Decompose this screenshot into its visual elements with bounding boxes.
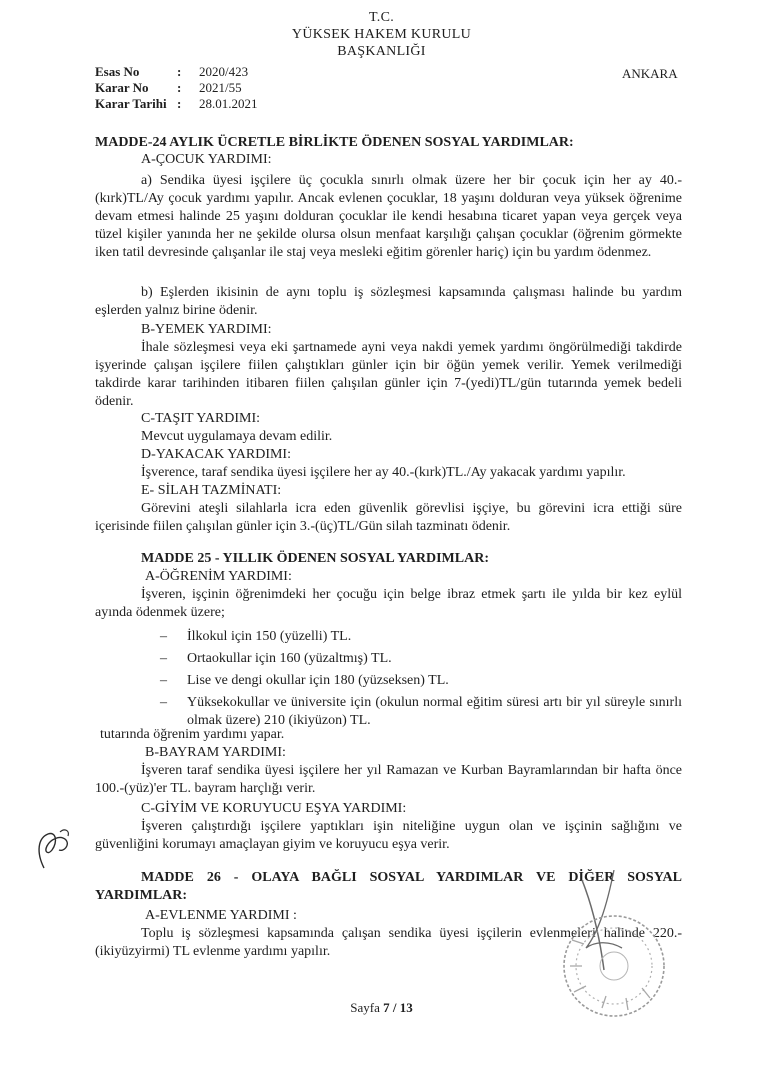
list-item: – Ortaokullar için 160 (yüzaltmış) TL. — [160, 650, 682, 668]
case-meta — [95, 64, 258, 112]
article-24-a-paragraph-2: b) Eşlerden ikisinin de aynı toplu iş sözleşmesi kapsamında çalışması halinde bu yardım eşlerden yalnız birine ödenir. — [95, 285, 682, 318]
article-25-title: MADDE 25 - YILLIK ÖDENEN SOSYAL YARDIMLAR: — [141, 551, 489, 566]
meta-sep: : — [177, 64, 182, 79]
meta-value: 2021/55 — [199, 80, 242, 95]
article-24-a-paragraph-1: a) Sendika üyesi işçilere üç çocukla sınırlı olmak üzere her bir çocuk için her ay 40.-(kırk)TL/Ay çocuk yardımı yapılır. Ancak evlenen çocuklar, 18 yaşını dolduran veya yüksek öğrenime devam etmesi halinde 25 yaşını dolduran çocuklar ile kendi hesabına ticaret yapan veya gerçek veya tüzel kişiler yanında her ne şekilde olursa olsun menfaat karşılığı çalışan çocuklar (öğrenim görmekte iken tatil devresinde çalışanlar ile staj veya mesleki eğitim görenler hariç) için bu yardım ödenmez. — [95, 173, 682, 260]
page-separator: / — [392, 1000, 397, 1015]
article-25-c-heading: C-GİYİM VE KORUYUCU EŞYA YARDIMI: — [141, 801, 407, 816]
article-24-title: MADDE-24 AYLIK ÜCRETLE BİRLİKTE ÖDENEN SOSYAL YARDIMLAR: — [95, 135, 574, 150]
article-25-c-paragraph: İşveren çalıştırdığı işçilere yaptıkları işin niteliğine uygun olan ve işçinin sağlığını ve güvenliğini korumayı amaçlayan giyim ve koruyucu eşya verir. — [95, 819, 682, 852]
article-25-b-paragraph: İşveren taraf sendika üyesi işçilere her yıl Ramazan ve Kurban Bayramlarından bir hafta önce 100.-(yüz)'er TL. bayram harçlığı verir. — [95, 763, 682, 796]
article-26-a-paragraph: Toplu iş sözleşmesi kapsamında çalışan sendika üyesi işçilerin evlenmeleri halinde 220.-(ikiyüzyirmi) TL evlenme yardımı yapılır. — [95, 926, 682, 959]
meta-sep: : — [177, 80, 182, 95]
article-25-a-heading: A-ÖĞRENİM YARDIMI: — [145, 569, 292, 584]
meta-value: 28.01.2021 — [199, 96, 258, 111]
article-26-a-heading: A-EVLENME YARDIMI : — [145, 908, 297, 923]
meta-value: 2020/423 — [199, 64, 249, 79]
meta-key: Karar No — [95, 80, 149, 95]
article-24-e-paragraph: Görevini ateşli silahlarla icra eden güvenlik görevlisi işçiye, bu görevini icra ettiği süre içerisinde fiilen çalışılan günler için 3.-(üç)TL/Gün silah tazminatı ödenir. — [95, 501, 682, 534]
meta-key: Esas No — [95, 64, 140, 79]
article-24-d-heading: D-YAKACAK YARDIMI: — [141, 447, 291, 462]
education-amount-list — [160, 628, 682, 734]
article-24-c-paragraph: Mevcut uygulamaya devam edilir. — [141, 429, 333, 444]
article-25-a-paragraph: İşveren, işçinin öğrenimdeki her çocuğu için belge ibraz etmek şartı ile yılda bir kez eylül ayında ödenmek üzere; — [95, 587, 682, 620]
article-26-title: MADDE 26 - OLAYA BAĞLI SOSYAL YARDIMLAR VE DİĞER SOSYAL YARDIMLAR: — [95, 870, 682, 903]
article-25-a-tail: tutarında öğrenim yardımı yapar. — [100, 727, 285, 742]
article-25-b-heading: B-BAYRAM YARDIMI: — [145, 745, 286, 760]
meta-row-esas — [95, 64, 258, 80]
header-line-institution: YÜKSEK HAKEM KURULU — [291, 27, 472, 42]
official-seal-stamp-icon — [542, 870, 692, 1020]
article-24-b-paragraph: İhale sözleşmesi veya eki şartnamede ayni veya nakdi yemek yardımı öngörülmediği takdirde işyerinde çalışan işçilere fiilen çalıştıkları günler için bir öğün yemek verilir. Yemek verilmediği takdirde karar tarihinden itibaren fiilen çalışılan günler için 7-(yedi)TL/gün tutarında yemek bedeli ödenir. — [95, 340, 682, 409]
article-24-d-paragraph: İşverence, taraf sendika üyesi işçilere her ay 40.-(kırk)TL./Ay yakacak yardımı yapılır. — [141, 465, 626, 480]
handwritten-initials-icon — [30, 822, 80, 874]
page-label: Sayfa — [350, 1000, 380, 1015]
page-current: 7 — [383, 1000, 390, 1015]
page-total: 13 — [399, 1000, 413, 1015]
meta-row-tarih — [95, 96, 258, 112]
header-line-tc: T.C. — [368, 10, 395, 25]
article-24-e-heading: E- SİLAH TAZMİNATI: — [141, 483, 282, 498]
article-24-a-heading: A-ÇOCUK YARDIMI: — [141, 152, 272, 167]
article-24-b-heading: B-YEMEK YARDIMI: — [141, 322, 272, 337]
meta-key: Karar Tarihi — [95, 96, 167, 111]
header-line-presidency: BAŞKANLIĞI — [337, 44, 426, 59]
article-24-c-heading: C-TAŞIT YARDIMI: — [141, 411, 261, 426]
list-item: – Lise ve dengi okullar için 180 (yüzseksen) TL. — [160, 672, 682, 690]
meta-row-karar — [95, 80, 258, 96]
meta-sep: : — [177, 96, 182, 111]
list-item: – İlkokul için 150 (yüzelli) TL. — [160, 628, 682, 646]
city-name: ANKARA — [622, 66, 678, 81]
list-item: – Yüksekokullar ve üniversite için (okulun normal eğitim süresi artı bir yıl süreyle sınırlı olmak üzere) 210 (ikiyüzon) TL. — [160, 694, 682, 730]
